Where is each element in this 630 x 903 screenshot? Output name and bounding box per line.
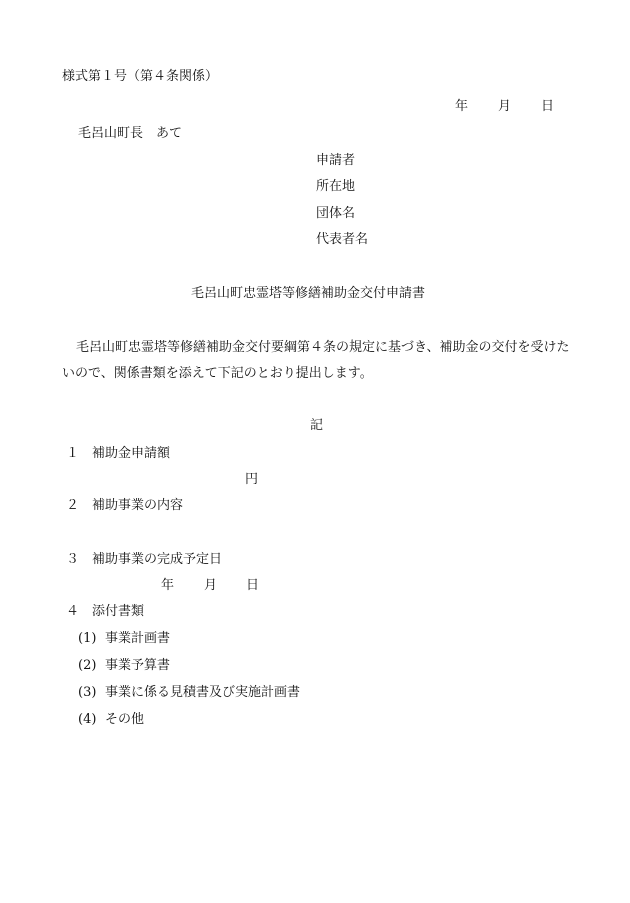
completion-day: 日 bbox=[246, 578, 260, 593]
item-3-number: ３ bbox=[66, 552, 80, 567]
completion-month: 月 bbox=[204, 578, 218, 593]
addressee: 毛呂山町長 あて bbox=[78, 126, 183, 141]
applicant-address-label: 所在地 bbox=[316, 179, 356, 194]
date-month: 月 bbox=[498, 99, 512, 114]
body-paragraph: 毛呂山町忠霊塔等修繕補助金交付要綱第４条の規定に基づき、補助金の交付を受けたいので、関係書類を添えて下記のとおり提出します。 bbox=[62, 340, 570, 381]
item-2-label: 補助事業の内容 bbox=[92, 498, 184, 513]
attachment-4-number: (4) bbox=[78, 712, 97, 727]
completion-year: 年 bbox=[161, 578, 175, 593]
item-1-number: １ bbox=[66, 446, 80, 461]
item-4-number: ４ bbox=[66, 604, 80, 619]
date-year: 年 bbox=[455, 99, 469, 114]
item-1-label: 補助金申請額 bbox=[92, 446, 171, 461]
item-2-number: ２ bbox=[66, 498, 80, 513]
applicant-organization-label: 団体名 bbox=[316, 206, 356, 221]
attachment-3-number: (3) bbox=[78, 685, 97, 700]
amount-unit: 円 bbox=[245, 472, 259, 487]
date-day: 日 bbox=[541, 99, 555, 114]
document-title: 毛呂山町忠霊塔等修繕補助金交付申請書 bbox=[191, 286, 426, 301]
form-label: 様式第１号（第４条関係） bbox=[62, 69, 219, 84]
applicant-representative-label: 代表者名 bbox=[316, 232, 369, 247]
item-4-label: 添付書類 bbox=[92, 604, 145, 619]
ki-label: 記 bbox=[310, 418, 324, 433]
applicant-label: 申請者 bbox=[316, 153, 356, 168]
attachment-1-label: 事業計画書 bbox=[105, 631, 171, 646]
attachment-1-number: (1) bbox=[78, 631, 97, 646]
attachment-2-label: 事業予算書 bbox=[105, 658, 171, 673]
attachment-3-label: 事業に係る見積書及び実施計画書 bbox=[105, 685, 301, 700]
attachment-4-label: その他 bbox=[105, 712, 145, 727]
attachment-2-number: (2) bbox=[78, 658, 97, 673]
item-3-label: 補助事業の完成予定日 bbox=[92, 552, 223, 567]
